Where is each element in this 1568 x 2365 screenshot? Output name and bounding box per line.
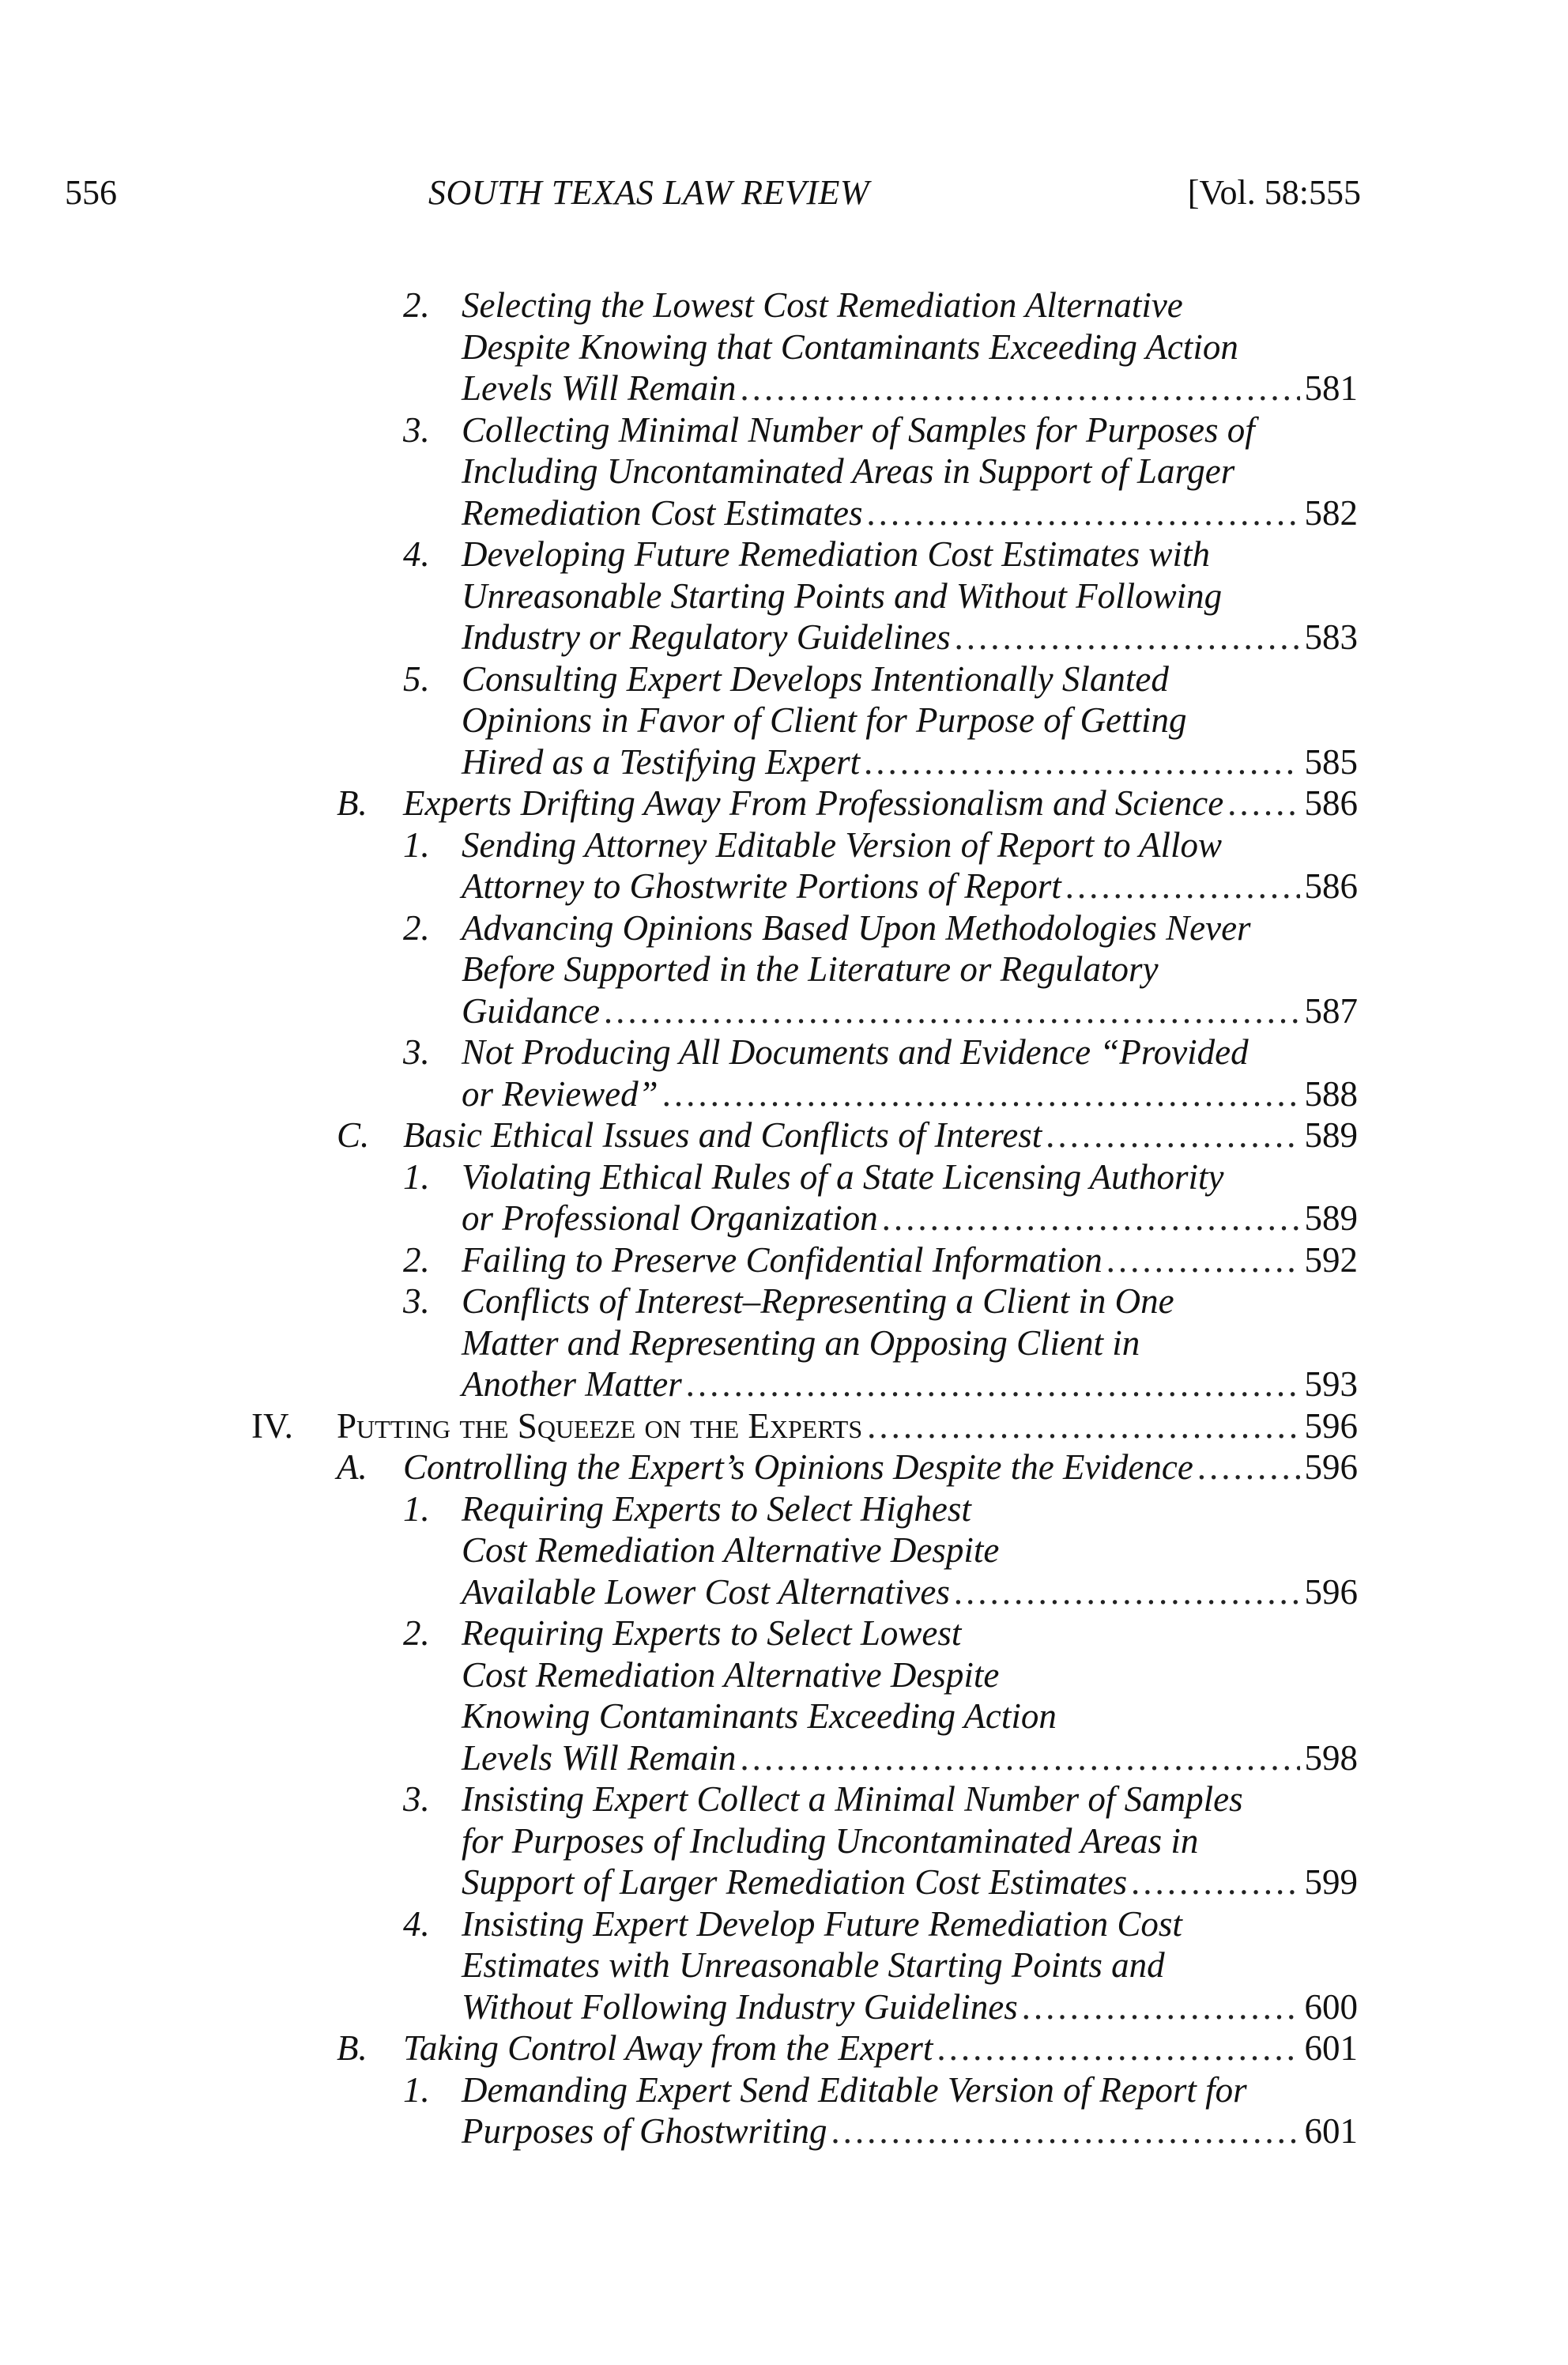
toc-line: Experts Drifting Away From Professionalism and Science <box>403 783 1224 823</box>
toc-entry <box>0 1405 1568 1447</box>
toc-page-number: 589 <box>1304 1198 1358 1238</box>
toc-line: Available Lower Cost Alternatives <box>462 1571 950 1612</box>
toc-line: for Purposes of Including Uncontaminated Areas in <box>462 1820 1199 1861</box>
toc-line: Violating Ethical Rules of a State Licensing Authority <box>462 1156 1224 1197</box>
toc-marker: 1. <box>403 1488 430 1529</box>
toc-entry <box>0 534 1568 658</box>
toc-entry <box>0 1239 1568 1281</box>
toc-marker: 1. <box>403 824 430 865</box>
toc-line: or Professional Organization <box>462 1198 878 1238</box>
toc-line: Insisting Expert Develop Future Remediation Cost <box>462 1903 1182 1944</box>
dot-leader <box>883 1198 1300 1239</box>
toc-entry <box>0 783 1568 824</box>
toc-page-number: 586 <box>1304 783 1358 823</box>
toc-entry <box>0 1447 1568 1488</box>
toc-line: Despite Knowing that Contaminants Exceeding Action <box>462 326 1238 367</box>
toc-line: Including Uncontaminated Areas in Support of Larger <box>462 451 1235 491</box>
toc-line: Attorney to Ghostwrite Portions of Report <box>462 866 1061 906</box>
toc-page-number: 581 <box>1304 368 1358 408</box>
toc-entry <box>0 1032 1568 1115</box>
toc-page-number: 586 <box>1304 866 1358 906</box>
toc-line: Remediation Cost Estimates <box>462 492 863 533</box>
dot-leader <box>741 1737 1299 1779</box>
toc-page-number: 587 <box>1304 990 1358 1031</box>
dot-leader <box>937 2027 1299 2069</box>
toc-line: Estimates with Unreasonable Starting Points and <box>462 1945 1165 1985</box>
toc-page-number: 601 <box>1304 2111 1358 2151</box>
toc-line: Cost Remediation Alternative Despite <box>462 1530 1000 1570</box>
toc-entry <box>0 1612 1568 1778</box>
toc-line: Requiring Experts to Select Highest <box>462 1488 971 1529</box>
toc-entry <box>0 285 1568 409</box>
toc-page-number: 583 <box>1304 617 1358 657</box>
dot-leader <box>1107 1239 1300 1281</box>
dot-leader <box>1046 1115 1299 1156</box>
toc-marker: 3. <box>403 409 430 450</box>
toc-entry <box>0 907 1568 1032</box>
toc-marker: 2. <box>403 907 430 948</box>
toc-line: Selecting the Lowest Cost Remediation Alternative <box>462 285 1183 325</box>
toc-page-number: 589 <box>1304 1115 1358 1155</box>
toc-line: Support of Larger Remediation Cost Estimates <box>462 1862 1128 1902</box>
toc-entry <box>0 1156 1568 1239</box>
toc-line: Levels Will Remain <box>462 1737 737 1778</box>
toc-page-number: 598 <box>1304 1737 1358 1778</box>
toc-marker: 5. <box>403 658 430 699</box>
dot-leader <box>687 1364 1300 1405</box>
toc-line: Developing Future Remediation Cost Estimates with <box>462 534 1210 574</box>
dot-leader <box>955 1571 1300 1613</box>
toc-page-number: 596 <box>1304 1405 1358 1446</box>
toc-page-number: 582 <box>1304 492 1358 533</box>
toc-entry <box>0 1281 1568 1405</box>
toc-entry <box>0 2069 1568 2152</box>
toc-entry <box>0 1488 1568 1613</box>
dot-leader <box>956 617 1300 658</box>
toc-page-number: 601 <box>1304 2028 1358 2068</box>
running-header <box>65 172 1361 217</box>
toc-entry <box>0 2027 1568 2069</box>
toc-line: Conflicts of Interest–Representing a Client in One <box>462 1281 1174 1321</box>
toc-entry <box>0 824 1568 907</box>
toc-line: Without Following Industry Guidelines <box>462 1986 1018 2027</box>
toc-marker: 2. <box>403 1613 430 1653</box>
dot-leader <box>832 2110 1300 2152</box>
toc-line: Advancing Opinions Based Upon Methodologies Never <box>462 907 1251 948</box>
toc-line: Collecting Minimal Number of Samples for Purposes of <box>462 409 1255 450</box>
toc-line: Matter and Representing an Opposing Client in <box>462 1322 1140 1363</box>
toc-line: Failing to Preserve Confidential Information <box>462 1239 1102 1280</box>
toc-marker: C. <box>337 1115 370 1155</box>
toc-marker: IV. <box>251 1405 293 1446</box>
toc-page-number: 588 <box>1304 1073 1358 1114</box>
toc-marker: A. <box>337 1447 368 1487</box>
toc-page-number: 596 <box>1304 1447 1358 1487</box>
toc-line: Cost Remediation Alternative Despite <box>462 1654 1000 1695</box>
dot-leader <box>741 368 1299 409</box>
toc-line: Knowing Contaminants Exceeding Action <box>462 1696 1057 1736</box>
toc-marker: 4. <box>403 534 430 574</box>
toc-marker: B. <box>337 783 368 823</box>
dot-leader <box>867 492 1299 534</box>
toc-line: Unreasonable Starting Points and Without Following <box>462 575 1223 616</box>
toc-entry <box>0 1115 1568 1156</box>
toc-entry <box>0 1903 1568 2028</box>
toc-marker: 1. <box>403 2069 430 2110</box>
dot-leader <box>1132 1861 1299 1903</box>
toc-line: Purposes of Ghostwriting <box>462 2111 827 2151</box>
toc-marker: 3. <box>403 1281 430 1321</box>
toc-line: Basic Ethical Issues and Conflicts of Interest <box>403 1115 1042 1155</box>
toc-line: Demanding Expert Send Editable Version of Report for <box>462 2069 1247 2110</box>
toc-marker: 2. <box>403 285 430 325</box>
dot-leader <box>1023 1986 1300 2028</box>
page-number: 556 <box>65 173 117 212</box>
toc-line: Requiring Experts to Select Lowest <box>462 1613 962 1653</box>
toc-page-number: 585 <box>1304 741 1358 782</box>
toc-line: Insisting Expert Collect a Minimal Number of Samples <box>462 1779 1243 1819</box>
toc-line: Another Matter <box>462 1364 682 1404</box>
toc-marker: 3. <box>403 1032 430 1072</box>
toc-marker: 3. <box>403 1779 430 1819</box>
table-of-contents <box>0 285 1568 2152</box>
toc-marker: 2. <box>403 1239 430 1280</box>
toc-line: Controlling the Expert’s Opinions Despite the Evidence <box>403 1447 1193 1487</box>
toc-line: or Reviewed” <box>462 1073 658 1114</box>
toc-page-number: 596 <box>1304 1571 1358 1612</box>
dot-leader <box>663 1073 1300 1115</box>
dot-leader <box>1066 866 1300 907</box>
toc-line: Consulting Expert Develops Intentionally Slanted <box>462 658 1169 699</box>
volume-citation: [Vol. 58:555 <box>1187 173 1361 212</box>
toc-entry <box>0 1778 1568 1903</box>
toc-page-number: 599 <box>1304 1862 1358 1902</box>
toc-page-number: 592 <box>1304 1239 1358 1280</box>
toc-page-number: 600 <box>1304 1986 1358 2027</box>
toc-line: Putting the Squeeze on the Experts <box>337 1405 863 1446</box>
dot-leader <box>605 990 1300 1032</box>
journal-title: SOUTH TEXAS LAW REVIEW <box>428 173 870 212</box>
toc-line: Opinions in Favor of Client for Purpose of Getting <box>462 700 1187 740</box>
toc-line: Guidance <box>462 990 600 1031</box>
toc-entry <box>0 658 1568 783</box>
toc-line: Before Supported in the Literature or Regulatory <box>462 949 1159 989</box>
toc-marker: 1. <box>403 1156 430 1197</box>
dot-leader <box>867 1405 1299 1447</box>
toc-page-number: 593 <box>1304 1364 1358 1404</box>
dot-leader <box>1198 1447 1300 1488</box>
toc-line: Levels Will Remain <box>462 368 737 408</box>
toc-line: Sending Attorney Editable Version of Report to Allow <box>462 824 1223 865</box>
toc-line: Hired as a Testifying Expert <box>462 741 861 782</box>
dot-leader <box>865 741 1299 783</box>
toc-line: Industry or Regulatory Guidelines <box>462 617 951 657</box>
toc-line: Not Producing All Documents and Evidence “Provided <box>462 1032 1249 1072</box>
toc-marker: B. <box>337 2028 368 2068</box>
toc-line: Taking Control Away from the Expert <box>403 2028 933 2068</box>
toc-entry <box>0 409 1568 534</box>
dot-leader <box>1228 783 1299 824</box>
toc-marker: 4. <box>403 1903 430 1944</box>
